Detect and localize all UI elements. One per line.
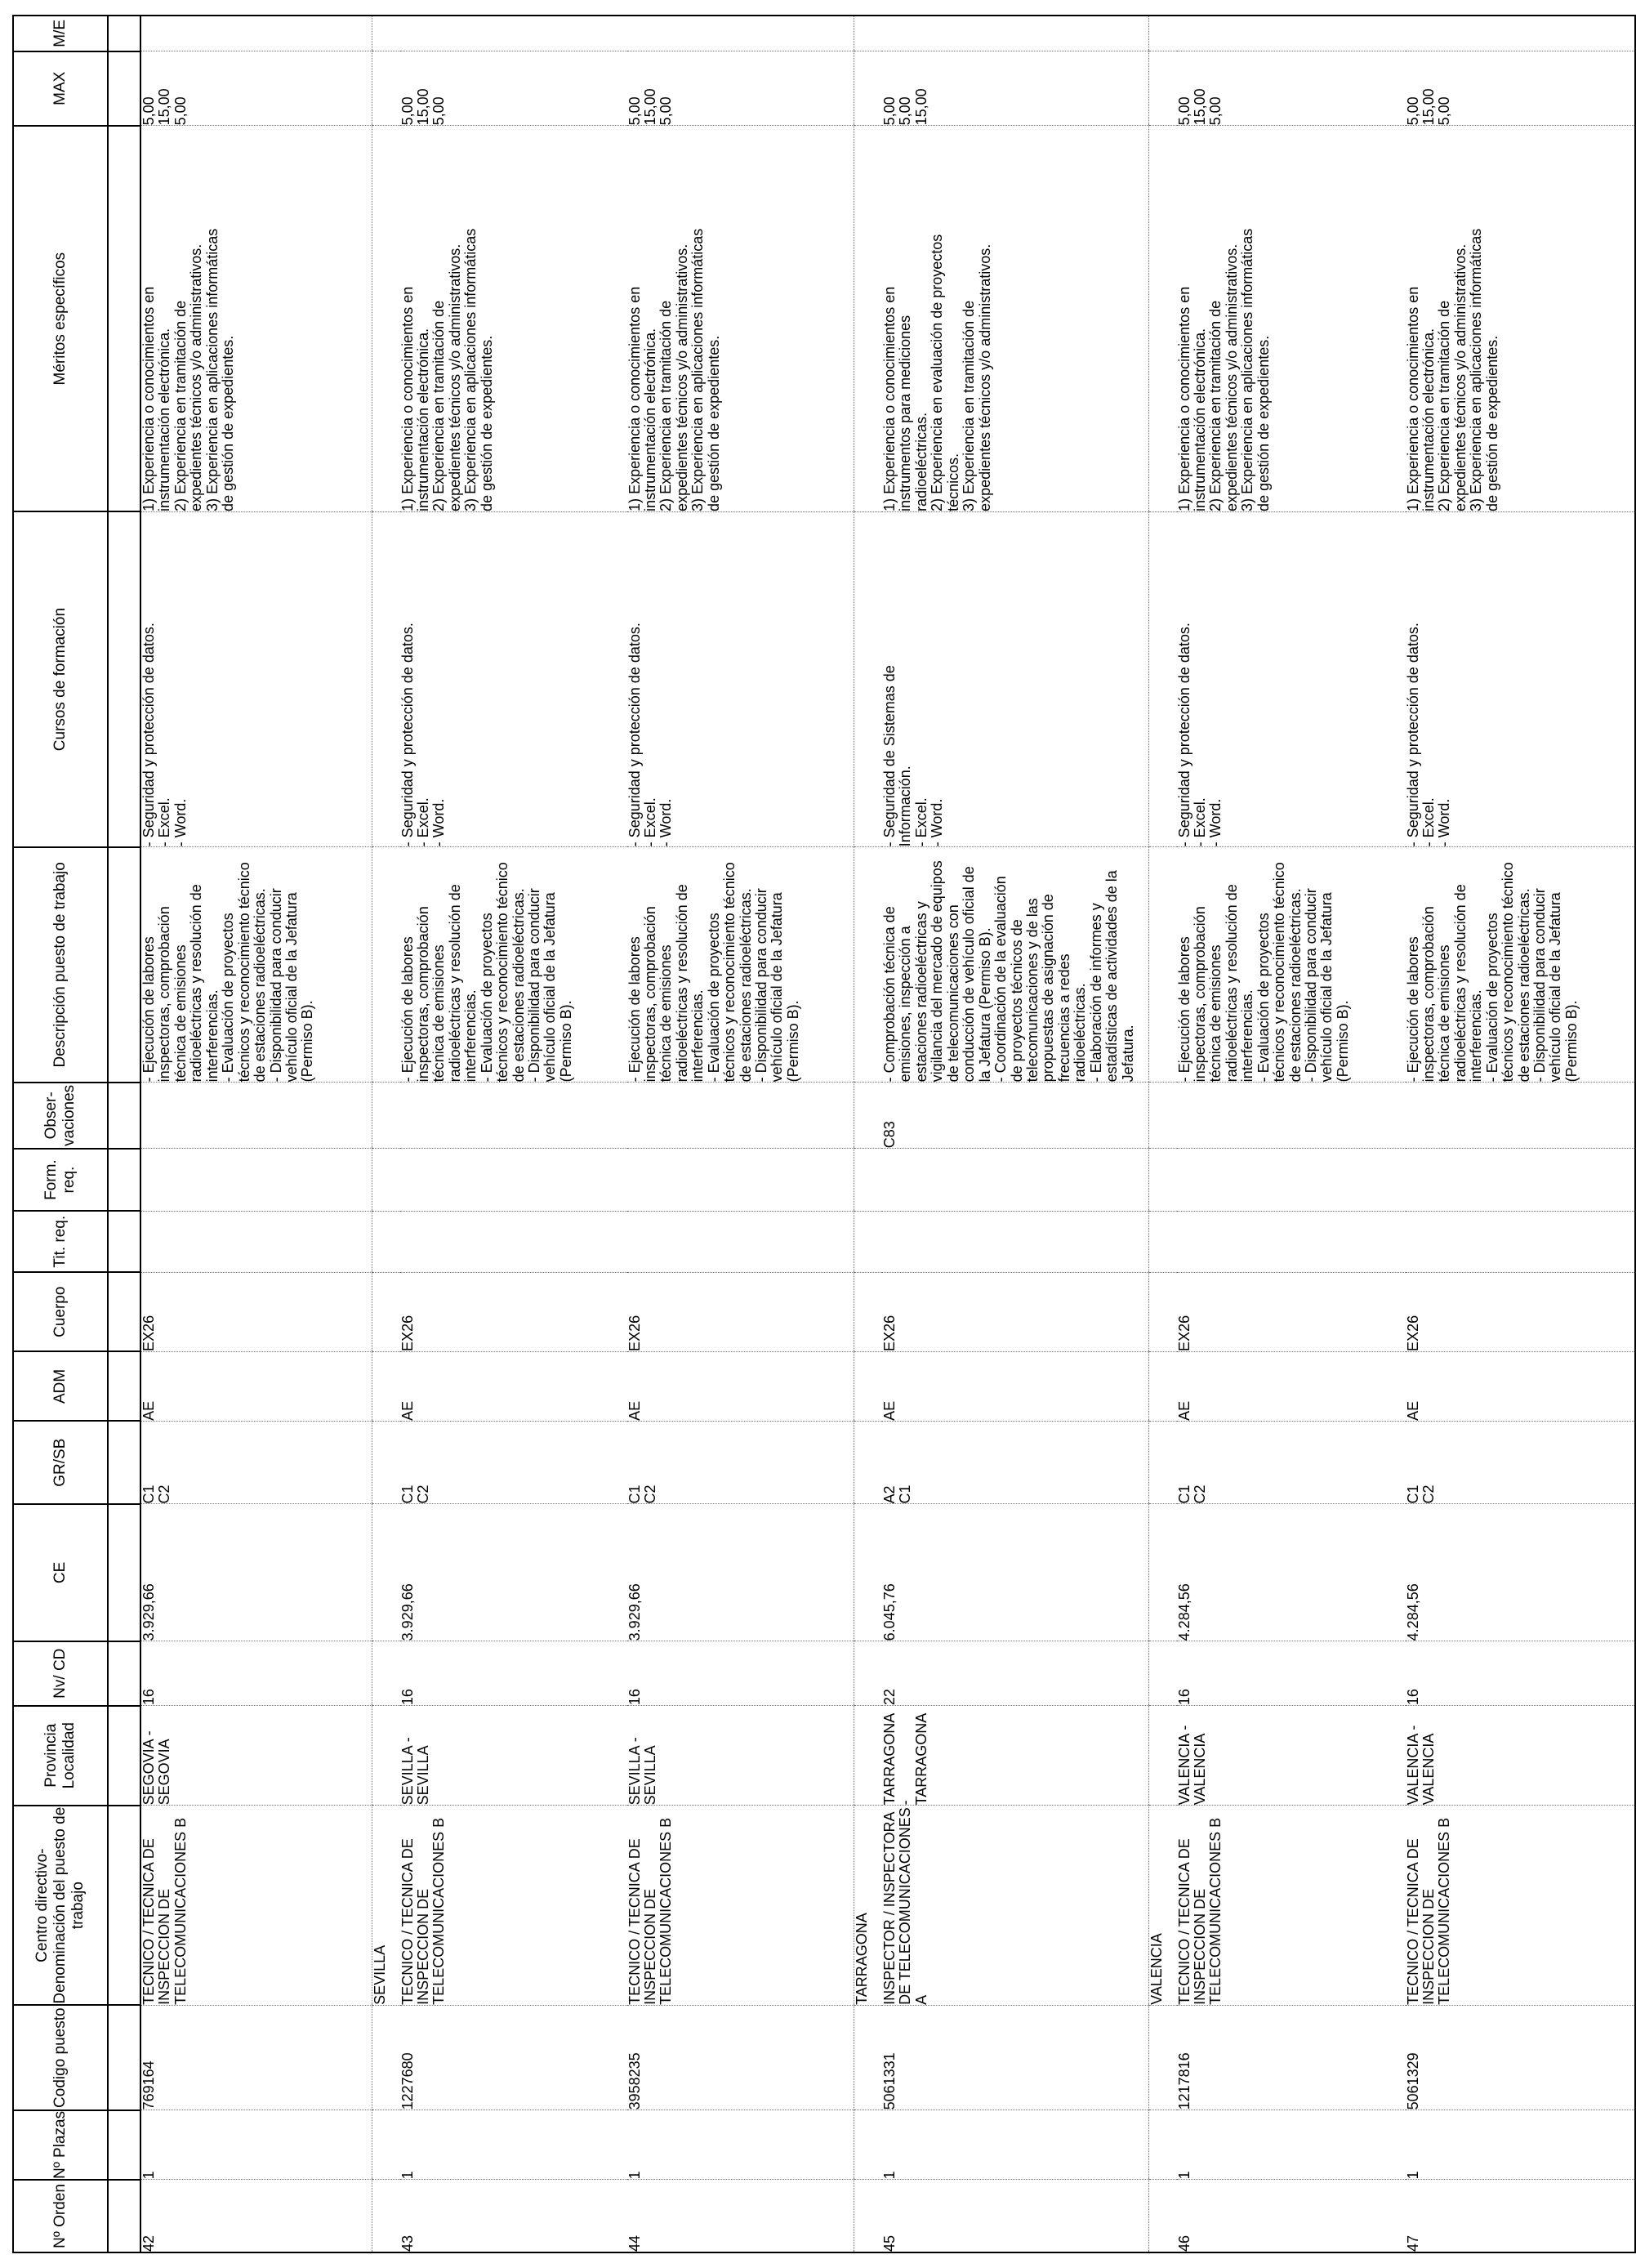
cell-descripcion: - Ejecución de labores inspectoras, comprobación técnica de emisiones radioeléctricas y resolución de interferencias. - Evaluación de proyectos técnicos y reconocimiento técnico de estaciones radioeléctricas. - Disponibilidad para conducir vehículo oficial de la Jefatura (Permiso B).: [1177, 847, 1406, 1083]
cell-max: 5,00 15,00 5,00: [140, 51, 372, 126]
cell-nivel: 16: [1177, 1641, 1406, 1706]
cell-cursos: - Seguridad y protección de datos. - Excel. - Word.: [400, 511, 627, 846]
header-provincia: Provincia Localidad: [13, 1706, 108, 1806]
header-me: M/E: [13, 16, 108, 51]
header-nivel: Nv/ CD: [13, 1641, 108, 1706]
cell-centro: TECNICO / TECNICA DE INSPECCION DE TELECOMUNICACIONES B: [1406, 1806, 1635, 2006]
cell-provincia: SEVILLA - SEVILLA: [400, 1706, 627, 1806]
cell-ce: 4.284,56: [1406, 1504, 1635, 1641]
cell-nivel: 16: [1406, 1641, 1635, 1706]
cell-plazas: 1: [627, 2110, 854, 2180]
cell-grsb: A2 C1: [882, 1421, 1148, 1504]
section-label: SEVILLA: [372, 1806, 400, 2006]
header-form: Form. req.: [13, 1149, 108, 1212]
cell-grsb: C1 C2: [627, 1421, 854, 1504]
header-grsb: GR/SB: [13, 1421, 108, 1504]
cell-tit: [1177, 1211, 1406, 1272]
section-separator-row: [854, 16, 883, 2252]
cell-adm: AE: [140, 1351, 372, 1421]
spacer-row: [108, 16, 140, 2252]
vacancies-table: [12, 15, 1636, 2253]
cell-orden: 43: [400, 2180, 627, 2252]
header-row: [13, 16, 108, 2252]
cell-meritos: 1) Experiencia o conocimientos en instrumentación electrónica. 2) Experiencia en tramitación de expedientes técnicos y/o administrativos. 3) Experiencia en aplicaciones informáticas de gestión de expedientes.: [1406, 126, 1635, 512]
cell-provincia: SEVILLA - SEVILLA: [627, 1706, 854, 1806]
table-row: [882, 16, 1148, 2252]
cell-meritos: 1) Experiencia o conocimientos en instrumentación electrónica. 2) Experiencia en tramitación de expedientes técnicos y/o administrativos. 3) Experiencia en aplicaciones informáticas de gestión de expedientes.: [140, 126, 372, 512]
header-descripcion: Descripción puesto de trabajo: [13, 847, 108, 1083]
section-label: VALENCIA: [1148, 1806, 1177, 2006]
header-adm: ADM: [13, 1351, 108, 1421]
cell-ce: 4.284,56: [1177, 1504, 1406, 1641]
cell-provincia: TARRAGONA - TARRAGONA: [882, 1706, 1148, 1806]
cell-plazas: 1: [400, 2110, 627, 2180]
cell-obs: [627, 1083, 854, 1149]
cell-form: [1177, 1149, 1406, 1212]
cell-obs: [400, 1083, 627, 1149]
cell-provincia: VALENCIA - VALENCIA: [1406, 1706, 1635, 1806]
cell-plazas: 1: [140, 2110, 372, 2180]
cell-cursos: - Seguridad y protección de datos. - Excel. - Word.: [140, 511, 372, 846]
cell-nivel: 16: [400, 1641, 627, 1706]
cell-obs: [1406, 1083, 1635, 1149]
cell-centro: TECNICO / TECNICA DE INSPECCION DE TELECOMUNICACIONES B: [140, 1806, 372, 2006]
cell-codigo: 1217816: [1177, 2005, 1406, 2110]
header-cuerpo: Cuerpo: [13, 1272, 108, 1351]
cell-centro: TECNICO / TECNICA DE INSPECCION DE TELECOMUNICACIONES B: [400, 1806, 627, 2006]
table-row: [1406, 16, 1635, 2252]
header-codigo: Codigo puesto: [13, 2005, 108, 2110]
cell-adm: AE: [400, 1351, 627, 1421]
cell-grsb: C1 C2: [400, 1421, 627, 1504]
table-row: [400, 16, 627, 2252]
cell-cuerpo: EX26: [627, 1272, 854, 1351]
cell-nivel: 16: [627, 1641, 854, 1706]
cell-grsb: C1 C2: [1177, 1421, 1406, 1504]
cell-max: 5,00 5,00 15,00: [882, 51, 1148, 126]
cell-orden: 47: [1406, 2180, 1635, 2252]
cell-obs: [140, 1083, 372, 1149]
header-meritos: Méritos específicos: [13, 126, 108, 512]
cell-form: [882, 1149, 1148, 1212]
cell-codigo: 5061329: [1406, 2005, 1635, 2110]
cell-descripcion: - Ejecución de labores inspectoras, comprobación técnica de emisiones radioeléctricas y resolución de interferencias. - Evaluación de proyectos técnicos y reconocimiento técnico de estaciones radioeléctricas. - Disponibilidad para conducir vehículo oficial de la Jefatura (Permiso B).: [627, 847, 854, 1083]
cell-grsb: C1 C2: [140, 1421, 372, 1504]
cell-cuerpo: EX26: [140, 1272, 372, 1351]
cell-orden: 44: [627, 2180, 854, 2252]
cell-cuerpo: EX26: [882, 1272, 1148, 1351]
table-row: [627, 16, 854, 2252]
cell-plazas: 1: [882, 2110, 1148, 2180]
cell-adm: AE: [627, 1351, 854, 1421]
cell-descripcion: - Ejecución de labores inspectoras, comprobación técnica de emisiones radioeléctricas y resolución de interferencias. - Evaluación de proyectos técnicos y reconocimiento técnico de estaciones radioeléctricas. - Disponibilidad para conducir vehículo oficial de la Jefatura (Permiso B).: [400, 847, 627, 1083]
cell-tit: [400, 1211, 627, 1272]
cell-adm: AE: [1177, 1351, 1406, 1421]
cell-max: 5,00 15,00 5,00: [400, 51, 627, 126]
cell-cursos: - Seguridad y protección de datos. - Excel. - Word.: [1406, 511, 1635, 846]
cell-centro: TECNICO / TECNICA DE INSPECCION DE TELECOMUNICACIONES B: [627, 1806, 854, 2006]
cell-me: [140, 16, 372, 51]
header-obs: Obser- vaciones: [13, 1083, 108, 1149]
cell-obs: [1177, 1083, 1406, 1149]
cell-tit: [882, 1211, 1148, 1272]
cell-meritos: 1) Experiencia o conocimientos en instrumentación electrónica. 2) Experiencia en tramitación de expedientes técnicos y/o administrativos. 3) Experiencia en aplicaciones informáticas de gestión de expedientes.: [1177, 126, 1406, 512]
table-row: [140, 16, 372, 2252]
header-plazas: Nº Plazas: [13, 2110, 108, 2180]
cell-me: [1406, 16, 1635, 51]
cell-descripcion: - Ejecución de labores inspectoras, comprobación técnica de emisiones radioeléctricas y resolución de interferencias. - Evaluación de proyectos técnicos y reconocimiento técnico de estaciones radioeléctricas. - Disponibilidad para conducir vehículo oficial de la Jefatura (Permiso B).: [140, 847, 372, 1083]
cell-form: [1406, 1149, 1635, 1212]
cell-ce: 6.045,76: [882, 1504, 1148, 1641]
cell-cuerpo: EX26: [400, 1272, 627, 1351]
cell-max: 5,00 15,00 5,00: [627, 51, 854, 126]
cell-cuerpo: EX26: [1406, 1272, 1635, 1351]
cell-codigo: 5061331: [882, 2005, 1148, 2110]
header-centro: Centro directivo- Denominación del puesto de trabajo: [13, 1806, 108, 2006]
cell-me: [1177, 16, 1406, 51]
cell-me: [882, 16, 1148, 51]
cell-ce: 3.929,66: [400, 1504, 627, 1641]
section-separator-row: [1148, 16, 1177, 2252]
cell-orden: 42: [140, 2180, 372, 2252]
section-separator-row: [372, 16, 400, 2252]
cell-codigo: 3958235: [627, 2005, 854, 2110]
cell-grsb: C1 C2: [1406, 1421, 1635, 1504]
table-body: [140, 16, 1635, 2252]
cell-adm: AE: [1406, 1351, 1635, 1421]
cell-cursos: - Seguridad y protección de datos. - Excel. - Word.: [1177, 511, 1406, 846]
cell-ce: 3.929,66: [627, 1504, 854, 1641]
cell-plazas: 1: [1406, 2110, 1635, 2180]
cell-me: [627, 16, 854, 51]
cell-meritos: 1) Experiencia o conocimientos en instrumentación electrónica. 2) Experiencia en tramitación de expedientes técnicos y/o administrativos. 3) Experiencia en aplicaciones informáticas de gestión de expedientes.: [627, 126, 854, 512]
cell-form: [140, 1149, 372, 1212]
cell-provincia: VALENCIA - VALENCIA: [1177, 1706, 1406, 1806]
cell-adm: AE: [882, 1351, 1148, 1421]
cell-me: [400, 16, 627, 51]
header-tit: Tit. req.: [13, 1211, 108, 1272]
cell-cursos: - Seguridad y protección de datos. - Excel. - Word.: [627, 511, 854, 846]
cell-tit: [140, 1211, 372, 1272]
cell-ce: 3.929,66: [140, 1504, 372, 1641]
cell-centro: INSPECTOR / INSPECTORA DE TELECOMUNICACIONES A: [882, 1806, 1148, 2006]
cell-plazas: 1: [1177, 2110, 1406, 2180]
cell-obs: C83: [882, 1083, 1148, 1149]
cell-tit: [1406, 1211, 1635, 1272]
cell-tit: [627, 1211, 854, 1272]
cell-nivel: 22: [882, 1641, 1148, 1706]
header-ce: CE: [13, 1504, 108, 1641]
cell-centro: TECNICO / TECNICA DE INSPECCION DE TELECOMUNICACIONES B: [1177, 1806, 1406, 2006]
cell-cursos: - Seguridad de Sistemas de Información. - Excel. - Word.: [882, 511, 1148, 846]
cell-max: 5,00 15,00 5,00: [1177, 51, 1406, 126]
cell-form: [627, 1149, 854, 1212]
cell-nivel: 16: [140, 1641, 372, 1706]
header-max: MAX: [13, 51, 108, 126]
cell-descripcion: - Comprobación técnica de emisiones, inspección a estaciones radioeléctricas y vigilancia del mercado de equipos de telecomunicaciones con conducción de vehículo oficial de la Jefatura (Permiso B). - Coordinación de la evaluación de proyectos técnicos de telecomunicaciones y de las propuestas de asignación de frecuencias a redes radioeléctricas. - Elaboración de informes y estadísticas de actividades de la Jefatura.: [882, 847, 1148, 1083]
cell-provincia: SEGOVIA - SEGOVIA: [140, 1706, 372, 1806]
header-orden: Nº Orden: [13, 2180, 108, 2252]
cell-meritos: 1) Experiencia o conocimientos en instrumentos para mediciones radioeléctricas. 2) Experiencia en evaluación de proyectos técnicos. 3) Experiencia en tramitación de expedientes técnicos y/o administrativos.: [882, 126, 1148, 512]
header-cursos: Cursos de formación: [13, 511, 108, 846]
table-row: [1177, 16, 1406, 2252]
cell-orden: 46: [1177, 2180, 1406, 2252]
cell-max: 5,00 15,00 5,00: [1406, 51, 1635, 126]
cell-descripcion: - Ejecución de labores inspectoras, comprobación técnica de emisiones radioeléctricas y resolución de interferencias. - Evaluación de proyectos técnicos y reconocimiento técnico de estaciones radioeléctricas. - Disponibilidad para conducir vehículo oficial de la Jefatura (Permiso B).: [1406, 847, 1635, 1083]
cell-cuerpo: EX26: [1177, 1272, 1406, 1351]
cell-codigo: 769164: [140, 2005, 372, 2110]
cell-codigo: 1227680: [400, 2005, 627, 2110]
cell-orden: 45: [882, 2180, 1148, 2252]
cell-meritos: 1) Experiencia o conocimientos en instrumentación electrónica. 2) Experiencia en tramitación de expedientes técnicos y/o administrativos. 3) Experiencia en aplicaciones informáticas de gestión de expedientes.: [400, 126, 627, 512]
section-label: TARRAGONA: [854, 1806, 883, 2006]
cell-form: [400, 1149, 627, 1212]
